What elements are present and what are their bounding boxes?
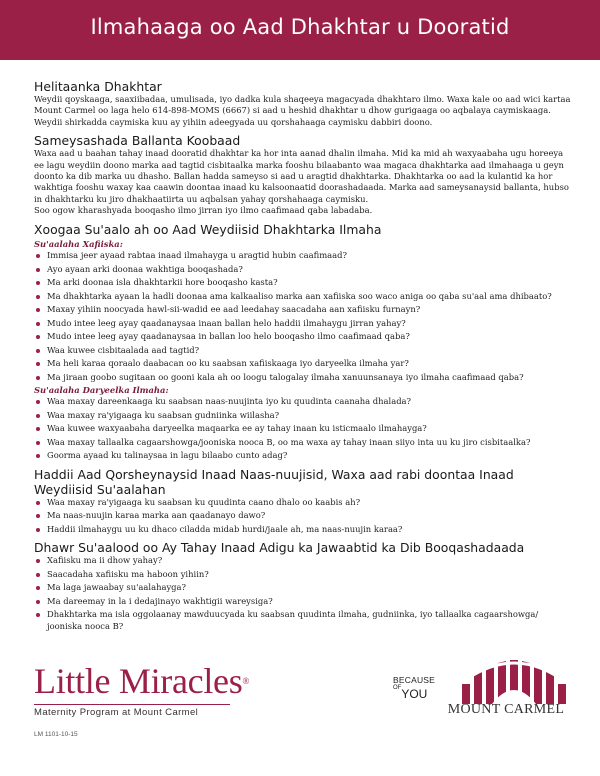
child-care-questions-list bbox=[34, 396, 574, 461]
list-item: Ma jiraan goobo sugitaan oo gooni kala ah oo loogu talogalay ilmaha xanuunsanaya iyo ilmaha caafimaad qaba? bbox=[34, 372, 574, 383]
mount-carmel-arch-icon bbox=[452, 654, 576, 704]
list-item: Ma laga jawaabay su'aalahayga? bbox=[34, 582, 574, 593]
list-item: Ma naas-nuujin karaa marka aan qaadanayo dawo? bbox=[34, 510, 574, 521]
section-body-sameysashada: Waxa aad u baahan tahay inaad dooratid dhakhtar ka hor inta aanad dhalin ilmaha. Mid ka mid ah waxyaabaha ugu horeeya ee lagu weydiin doono marka aad tagtid cisbitaalka marka fooshu bilaabanto waa magaca dhakhtarka aad ilmahaaga u geyn doonto ka dib marka uu dhasho. Ballan hadda sameyso si aad u aragtid dhakhtarka. Dhakhtarka oo aad la kulantid ka hor wakhtiga fooshu waxay kaa caawin doontaa inaad ku kalsoonaatid doorashadaada. Marka aad sameysanaysid ballanta, hubso in dhakhtarku ku jiro dhakhaatiirta uu aqbalsan yahay qorshahaaga caymisku. bbox=[34, 148, 569, 204]
mount-carmel-wordmark: MOUNT CARMEL bbox=[447, 702, 565, 717]
office-questions-list bbox=[34, 250, 574, 383]
section-heading-haddii: Haddii Aad Qorsheynaysid Inaad Naas-nuujisid, Waxa aad rabi doontaa Inaad Weydiisid Su'aalahan bbox=[34, 466, 514, 497]
list-item: Ma dareemay in la i dedajinayo wakhtigii wareysiga? bbox=[34, 596, 574, 607]
document-code: LM 1101-10-15 bbox=[34, 731, 78, 738]
section-heading-dhawr: Dhawr Su'aalood oo Ay Tahay Inaad Adigu ka Jawaabtid ka Dib Booqashadaada bbox=[34, 540, 525, 556]
section-heading-helitaanka: Helitaanka Dhakhtar bbox=[34, 79, 162, 94]
because-text: BECAUSE bbox=[393, 675, 436, 685]
list-item: Immisa jeer ayaad rabtaa inaad ilmahayga u aragtid hubin caafimaad? bbox=[34, 250, 574, 261]
list-item: Waa maxay ra'yigaaga ku saabsan ku quudinta caano dhalo oo kaabis ah? bbox=[34, 497, 574, 508]
list-item: Waa kuwee waxyaabaha daryeelka maqaarka ee ay tahay inaan ku isticmaalo ilmahayga? bbox=[34, 423, 574, 434]
logo-name: Little Miracles bbox=[34, 661, 243, 701]
section-heading-sameysashada: Sameysashada Ballanta Koobaad bbox=[34, 133, 241, 149]
list-item: Xafiisku ma ii dhow yahay? bbox=[34, 555, 574, 566]
after-visit-questions-list bbox=[34, 555, 574, 632]
list-item: Saacadaha xafiisku ma haboon yihiin? bbox=[34, 569, 574, 580]
registered-mark: ® bbox=[242, 676, 249, 686]
header-banner bbox=[0, 0, 600, 60]
list-item: Waa kuwee cisbitaalada aad tagtid? bbox=[34, 345, 574, 356]
list-item: Ma dhakhtarka ayaan la hadli doonaa ama kalkaaliso marka aan xafiiska soo waco aniga oo qaba su'aal ama dhibaato? bbox=[34, 291, 574, 302]
list-item: Waa maxay tallaalka cagaarshowga/jooniska nooca B, oo ma waxa ay tahay inaan siiyo inta uu ku jiro cisbitaalka? bbox=[34, 437, 574, 448]
subheading-office-questions: Su'aalaha Xafiiska: bbox=[34, 238, 123, 249]
list-item: Dhakhtarka ma isla oggolaanay mawduucyada ku saabsan quudinta ilmaha, gudniinka, iyo tallaalka cagaarshowga/ jooniska nooca B? bbox=[34, 609, 574, 632]
little-miracles-logo bbox=[34, 662, 249, 721]
breastfeeding-questions-list bbox=[34, 497, 574, 535]
list-item: Waa maxay ra'yigaaga ku saabsan gudniinka wiilasha? bbox=[34, 410, 574, 421]
list-item: Mudo intee leeg ayay qaadanaysaa in ballan loo helo booqasho ilmo caafimaad qaba? bbox=[34, 331, 574, 342]
subheading-child-care-questions: Su'aalaha Daryeelka Ilmaha: bbox=[34, 385, 169, 396]
page-title: Ilmahaaga oo Aad Dhakhtar u Dooratid bbox=[90, 15, 510, 39]
list-item: Waa maxay dareenkaaga ku saabsan naas-nuujinta iyo ku quudinta caanaha dhalada? bbox=[34, 396, 574, 407]
list-item: Haddii ilmahaygu uu ku dhaco ciladda midab hurdi/jaale ah, ma naas-nuujin karaa? bbox=[34, 524, 574, 535]
because-of-you-logo bbox=[393, 676, 447, 703]
section-body-sameysashada-2: Soo ogow kharashyada booqasho ilmo jirran iyo ilmo caafimaad qaba labadaba. bbox=[34, 205, 373, 216]
you-text: YOU bbox=[401, 687, 428, 701]
section-heading-xoogaa: Xoogaa Su'aalo ah oo Aad Weydiisid Dhakhtarka Ilmaha bbox=[34, 221, 382, 237]
logo-tagline: Maternity Program at Mount Carmel bbox=[34, 704, 230, 721]
list-item: Goorma ayaad ku talinaysaa in lagu bilaabo cunto adag? bbox=[34, 450, 574, 461]
document-body bbox=[34, 79, 574, 634]
list-item: Mudo intee leeg ayay qaadanaysaa inaan ballan helo haddii ilmahaygu jirran yahay? bbox=[34, 318, 574, 329]
list-item: Maxay yihiin noocyada hawl-sii-wadid ee aad leedahay saacadaha aan xafiisku furnayn? bbox=[34, 304, 574, 315]
list-item: Ma arki doonaa isla dhakhtarkii hore booqasho kasta? bbox=[34, 277, 574, 288]
of-text: OF bbox=[393, 685, 402, 691]
section-body-helitaanka: Weydii qoyskaaga, saaxiibadaa, umulisada, iyo dadka kula shaqeeya magacyada dhakhtaro ilmo. Waxa kale oo aad wici kartaa Mount Carmel oo laga helo 614-898-MOMS (6667) si aad u heshid dhakhtar u dhow gurigaaga oo aqbalaya caymiskaaga. Weydii shirkadda caymiska kuu ay yihiin adeegyada uu qorshahaaga caymisku dabbiri doono. bbox=[34, 94, 571, 127]
list-item: Ayo ayaan arki doonaa wakhtiga booqashada? bbox=[34, 264, 574, 275]
list-item: Ma heli karaa qoraalo daabacan oo ku saabsan xafiiskaaga iyo daryeelka ilmaha yar? bbox=[34, 358, 574, 369]
